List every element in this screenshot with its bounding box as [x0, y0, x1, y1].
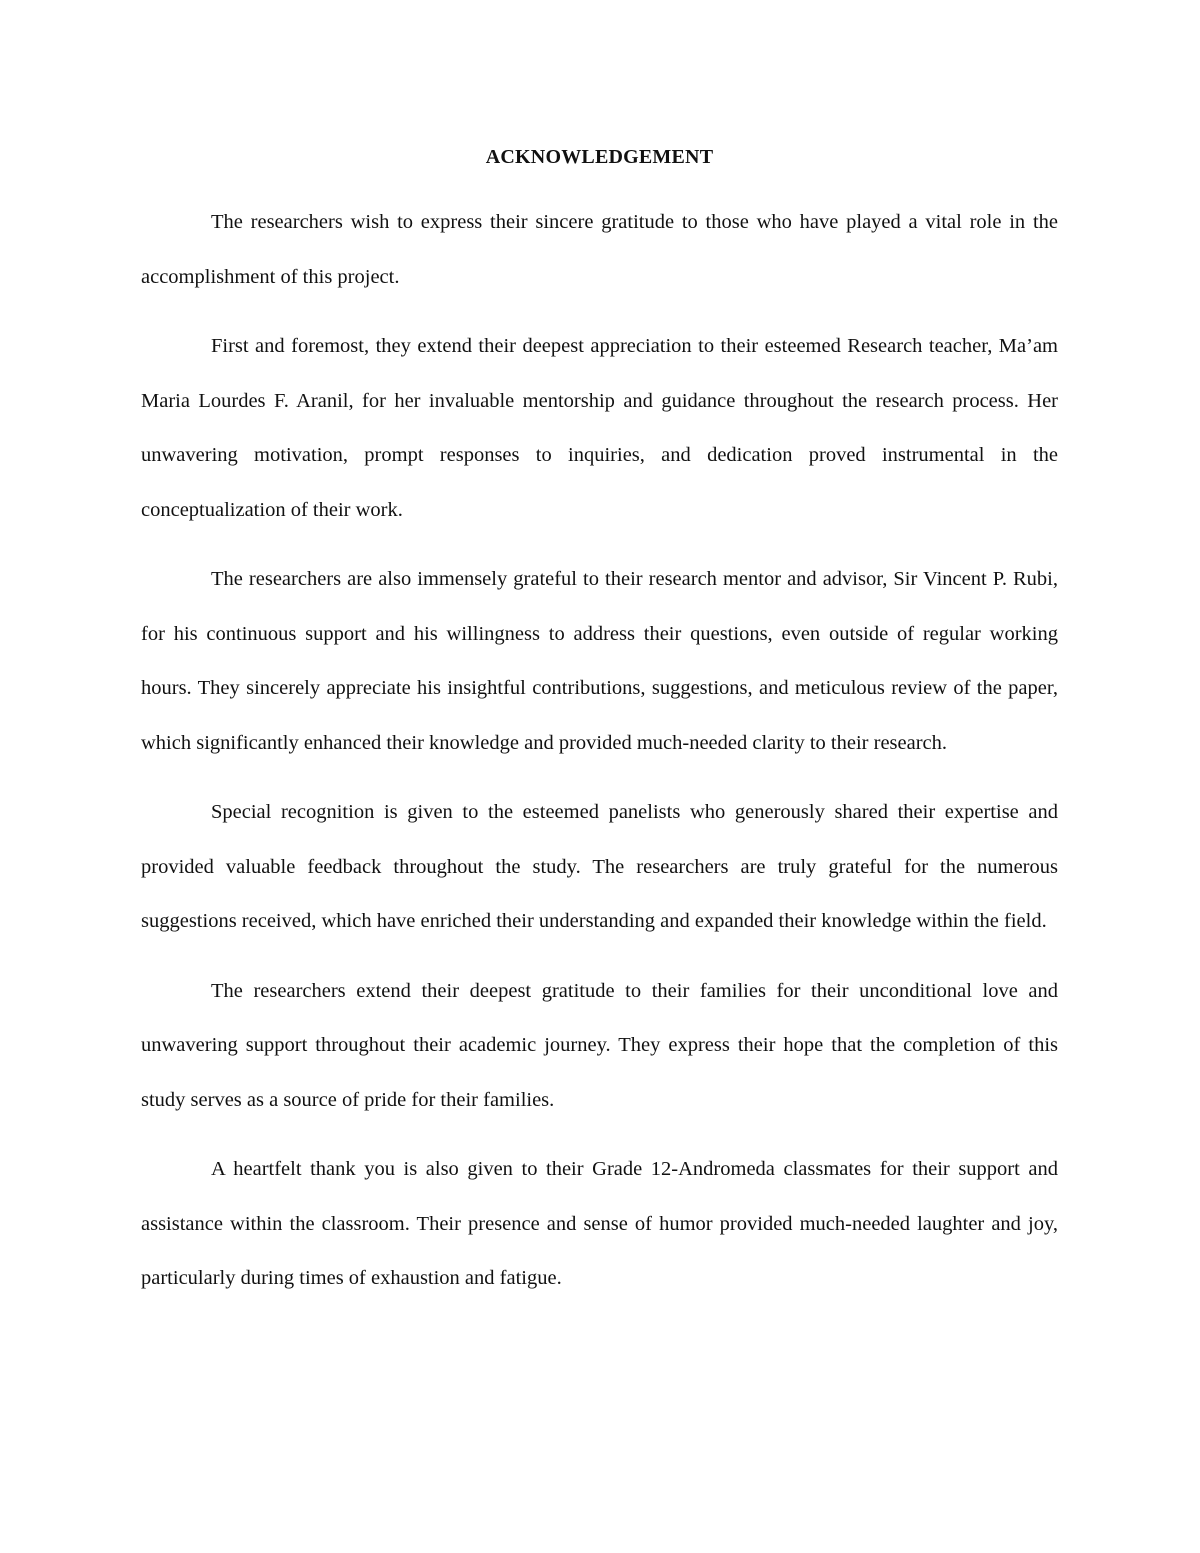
paragraph-research-mentor: The researchers are also immensely grateful to their research mentor and advisor, Sir Vincent P. Rubi, for his continuous support and his willingness to address their questions, even outside of regular working hours. They sincerely appreciate his insightful contributions, suggestions, and meticulous review of the paper, which significantly enhanced their knowledge and provided much-needed clarity to their research. — [141, 568, 1058, 754]
paragraph-panelists: Special recognition is given to the esteemed panelists who generously shared their expertise and provided valuable feedback throughout the study. The researchers are truly grateful for the numerous suggestions received, which have enriched their understanding and expanded their knowledge within the field. — [141, 801, 1058, 932]
page-title: ACKNOWLEDGEMENT — [485, 146, 714, 168]
paragraph-classmates: A heartfelt thank you is also given to their Grade 12-Andromeda classmates for their support and assistance within the classroom. Their presence and sense of humor provided much-needed laughter and joy, particularly during times of exhaustion and fatigue. — [141, 1158, 1058, 1289]
paragraph-families: The researchers extend their deepest gratitude to their families for their unconditional love and unwavering support throughout their academic journey. They express their hope that the completion of this study serves as a source of pride for their families. — [141, 979, 1058, 1111]
paragraph-research-teacher: First and foremost, they extend their deepest appreciation to their esteemed Research teacher, Ma’am Maria Lourdes F. Aranil, for her invaluable mentorship and guidance throughout the research process. Her unwavering motivation, prompt responses to inquiries, and dedication proved instrumental in the conceptualization of their work. — [141, 335, 1058, 521]
document-body — [141, 141, 1058, 1321]
paragraph-intro: The researchers wish to express their sincere gratitude to those who have played a vital role in the accomplishment of this project. — [141, 211, 1058, 288]
